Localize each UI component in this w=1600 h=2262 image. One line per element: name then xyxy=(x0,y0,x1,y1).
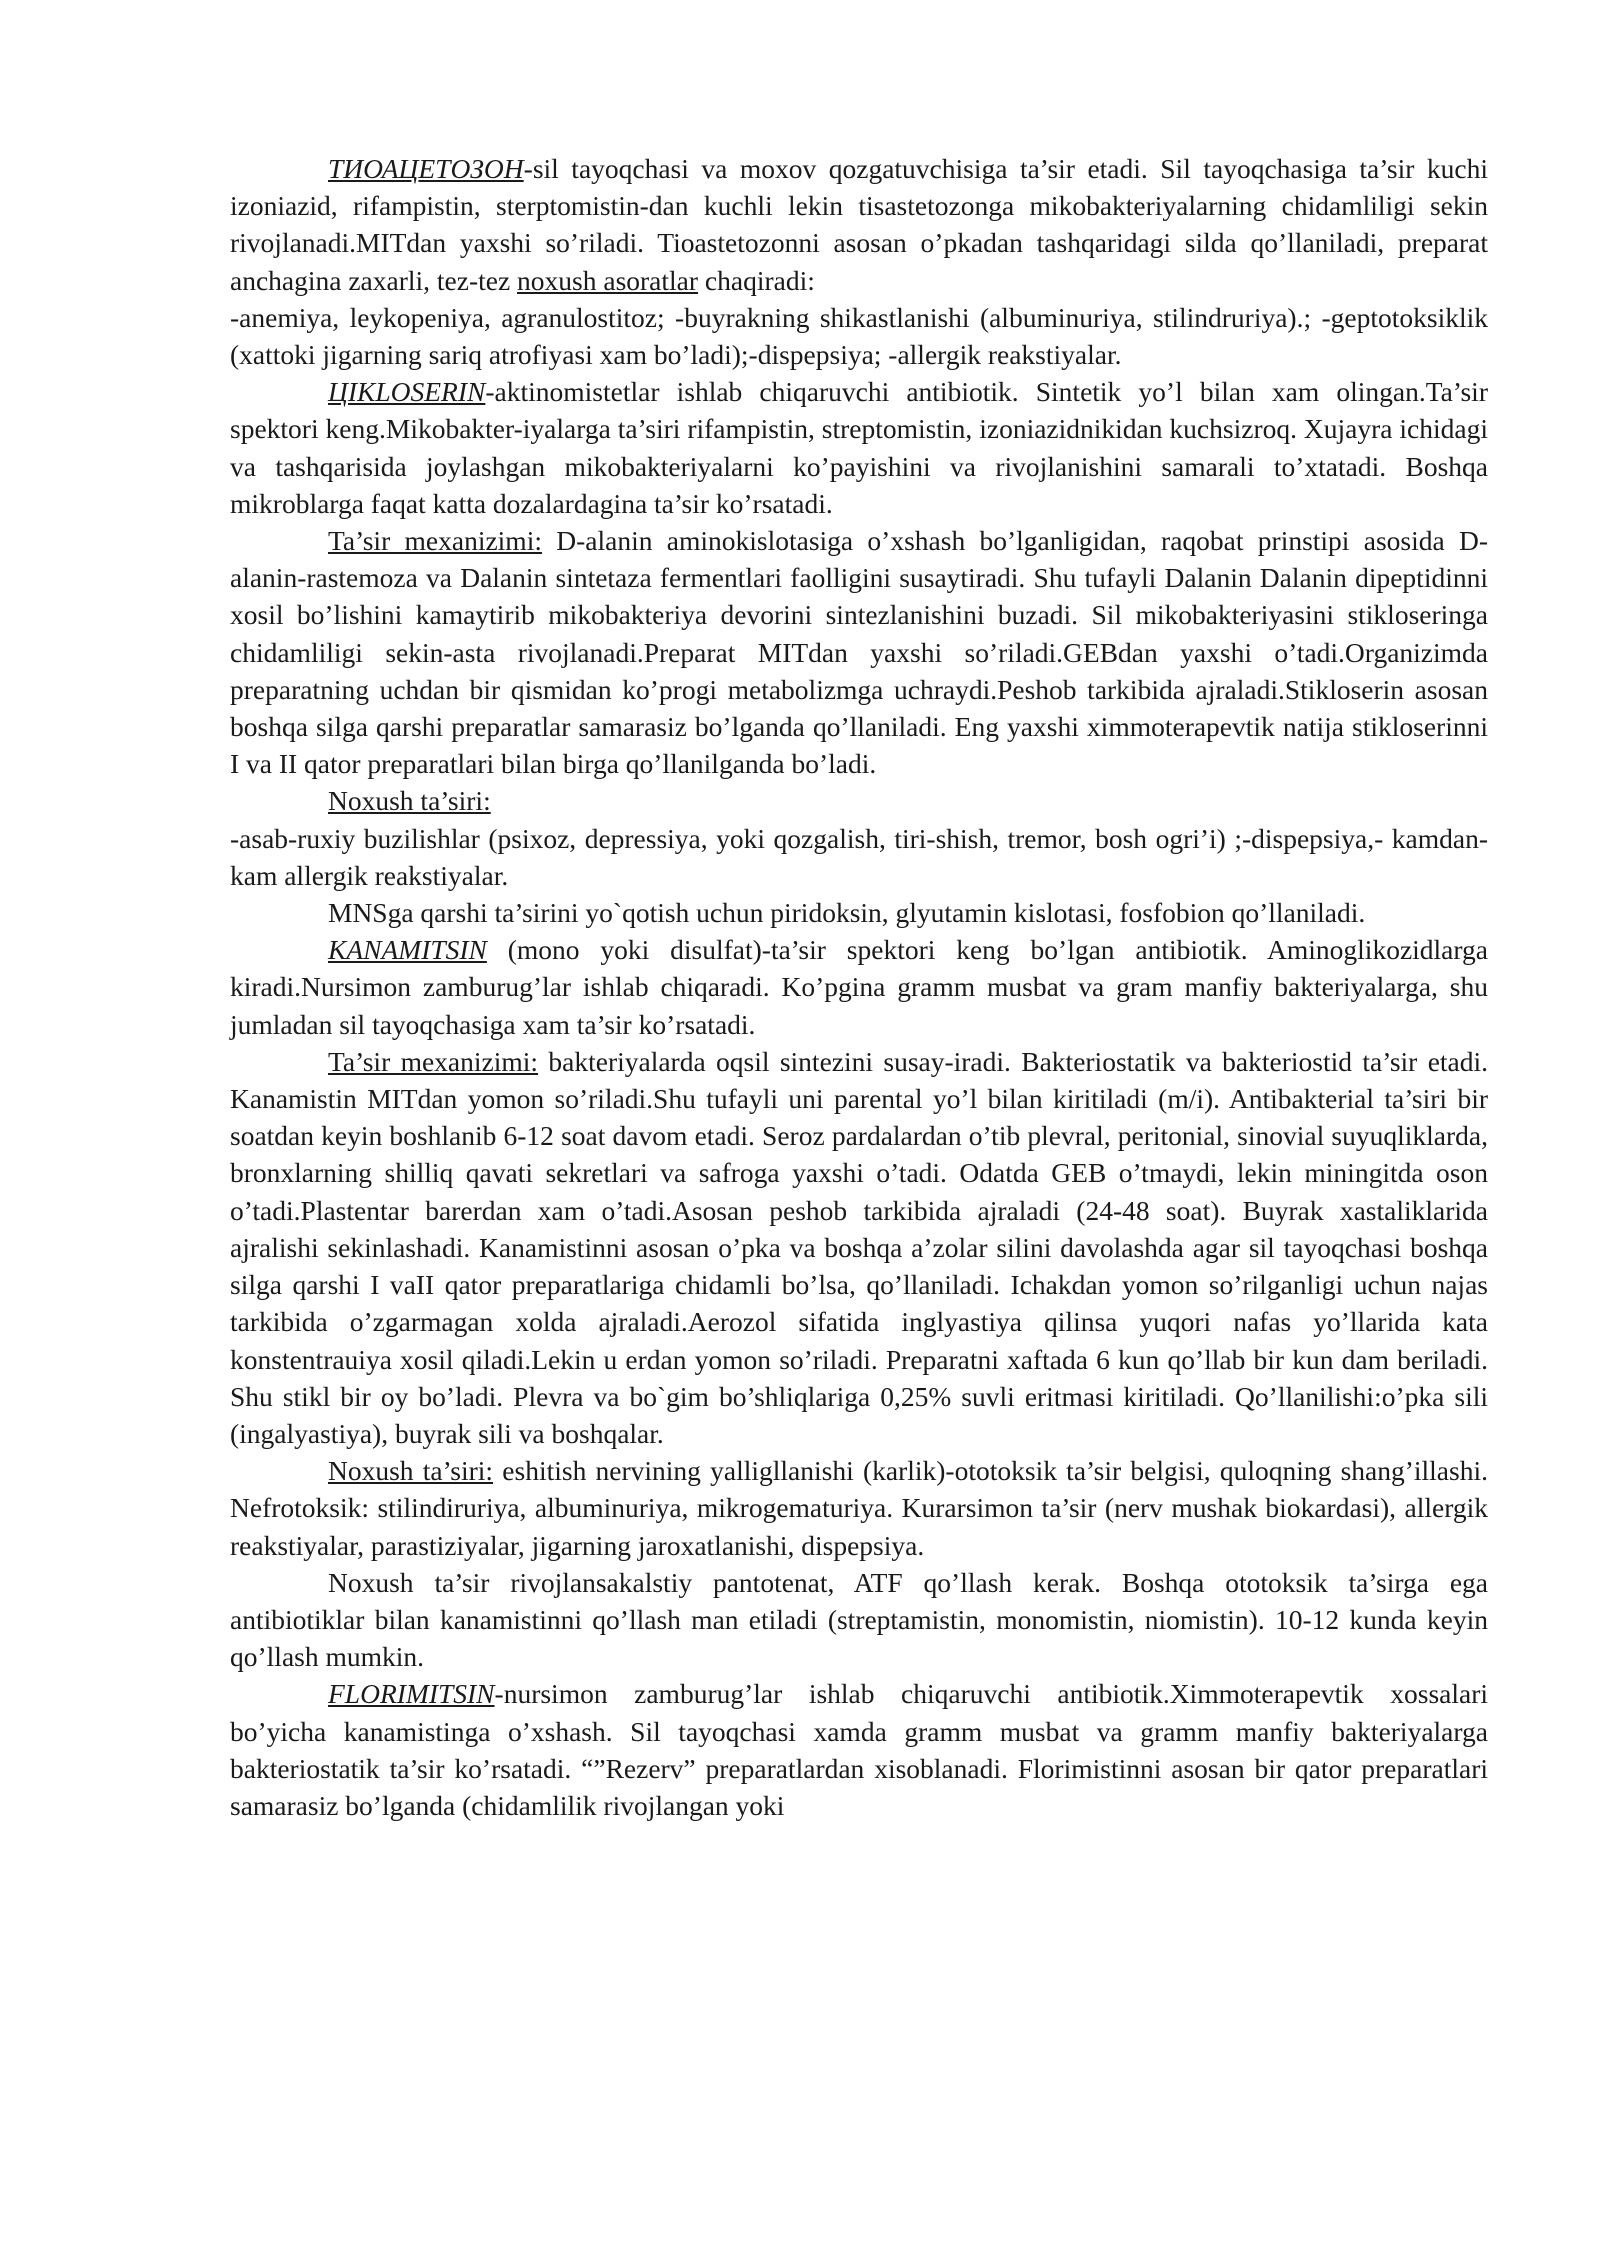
paragraph xyxy=(230,820,1488,894)
paragraph-text: (mono yoki disulfat)-ta’sir spektori keng bo’lgan antibiotik. Aminoglikozidlarga kiradi.Nursimon zamburug’lar ishlab chiqaradi. Ko’pgina gramm musbat va gram manfiy bakteriyalarga, shu jumladan sil tayoqchasiga xam ta’sir ko’rsatadi. xyxy=(230,934,1488,1040)
paragraph xyxy=(230,1043,1488,1452)
paragraph-text: -anemiya, leykopeniya, agranulostitoz; -buyrakning shikastlanishi (albuminuriya, stilindruriya).; -geptotoksiklik (xattoki jigarning sariq atrofiyasi xam bo’ladi);-dispepsiya; -allergik reakstiyalar. xyxy=(230,301,1488,371)
drug-name-heading: ЦIKLOSERIN xyxy=(328,376,486,408)
paragraph xyxy=(230,373,1488,522)
paragraph-text: -asab-ruxiy buzilishlar (psixoz, depressiya, yoki qozgalish, tiri-shish, tremor, bosh ogri’i) ;-dispepsiya,- kamdan-kam allergik reakstiyalar. xyxy=(230,822,1488,891)
paragraph xyxy=(230,931,1488,1043)
paragraph-text: eshitish nervining yalligllanishi (karlik)-ototoksik ta’sir belgisi, quloqning shang’illashi. Nefrotoksik: stilindiruriya, albuminuriya, mikrogematuriya. Kurarsimon ta’sir (nerv mushak biokardasi), allergik reakstiyalar, parastiziyalar, jigarning jaroxatlanishi, dispepsiya. xyxy=(230,1455,1488,1561)
section-label: Noxush ta’siri: xyxy=(328,1455,494,1487)
section-label: Ta’sir mexanizimi: xyxy=(328,1045,539,1077)
paragraph xyxy=(230,299,1488,373)
drug-name-heading: FLORIMITSIN xyxy=(328,1678,495,1710)
paragraph-text: Noxush ta’sir rivojlansakalstiy pantotenat, ATF qo’llash kerak. Boshqa ototoksik ta’sirga ega antibiotiklar bilan kanamistinni qo’llash man etiladi (streptamistin, monomistin, niomistin). 10-12 kunda keyin qo’llash mumkin. xyxy=(230,1566,1488,1673)
paragraph-text: -aktinomistetlar ishlab chiqaruvchi antibiotik. Sintetik yo’l bilan xam olingan.Ta’sir spektori keng.Mikobakter-iyalarga ta’siri rifampistin, streptomistin, izoniazidnikidan kuchsizroq. Xujayra ichidagi va tashqarisida joylashgan mikobakteriyalarni ko’payishini va rivojlanishini samarali to’xtatadi. Boshqa mikroblarga faqat katta dozalardagina ta’sir ko’rsatadi. xyxy=(230,376,1488,519)
paragraph-text: -sil tayoqchasi va moxov qozgatuvchisiga ta’sir etadi. Sil tayoqchasiga ta’sir kuchi izoniazid, rifampistin, sterptomistin-dan kuchli lekin tisastetozonga mikobakteriyalarning chidamliligi sekin rivojlanadi.MITdan yaxshi so’riladi. Tioastetozonni asosan o’pkadan tashqaridagi silda qo’llaniladi, preparat anchagina zaxarli, tez-tez xyxy=(230,153,1488,296)
paragraph xyxy=(230,782,1488,819)
section-label: Noxush ta’siri: xyxy=(328,785,491,817)
paragraph-text: -nursimon zamburug’lar ishlab chiqaruvchi antibiotik.Ximmoterapevtik xossalari bo’yicha kanamistinga o’xshash. Sil tayoqchasi xamda gramm musbat va gramm manfiy bakteriyalarga bakteriostatik ta’sir ko’rsatadi. “”Rezerv” preparatlardan xisoblanadi. Florimistinni asosan bir qator preparatlari samarasiz bo’lganda (chidamlilik rivojlangan yoki xyxy=(230,1678,1488,1821)
paragraph xyxy=(230,150,1488,299)
paragraph xyxy=(230,1452,1488,1564)
section-label: Ta’sir mexanizimi: xyxy=(328,525,542,557)
paragraph-text: MNSga qarshi ta’sirini yo`qotish uchun piridoksin, glyutamin kislotasi, fosfobion qo’llaniladi. xyxy=(328,897,1366,929)
paragraph xyxy=(230,1675,1488,1824)
paragraph xyxy=(230,894,1488,931)
paragraph-text: bakteriyalarda oqsil sintezini susay-iradi. Bakteriostatik va bakteriostid ta’sir etadi. Kanamistin MITdan yomon so’riladi.Shu tufayli uni parental yo’l bilan kiritiladi (m/i). Antibakterial ta’siri bir soatdan keyin boshlanib 6-12 soat davom etadi. Seroz pardalardan o’tib plevral, peritonial, sinovial suyuqliklarda, bronxlarning shilliq qavati sekretlari va safroga yaxshi o’tadi. Odatda GEB o’tmaydi, lekin miningitda oson o’tadi.Plastentar barerdan xam o’tadi.Asosan peshob tarkibida ajraladi (24-48 soat). Buyrak xastaliklarida ajralishi sekinlashadi. Kanamistinni asosan o’pka va boshqa a’zolar silini davolashda agar sil tayoqchasi boshqa silga qarshi I vaII qator preparatlariga chidamli bo’lsa, qo’llaniladi. Ichakdan yomon so’rilganligi uchun najas tarkibida o’zgarmagan xolda ajraladi.Aerozol sifatida inglyastiya qilinsa yuqori nafas yo’llarida kata konstentrauiya xosil qiladi.Lekin u erdan yomon so’riladi. Preparatni xaftada 6 kun qo’llab bir kun dam beriladi. Shu stikl bir oy bo’ladi. Plevra va bo`gim bo’shliqlariga 0,25% suvli eritmasi kiritiladi. Qo’llanilishi:o’pka sili (ingalyastiya), buyrak sili va boshqalar. xyxy=(230,1045,1489,1449)
drug-name-heading: KANAMITSIN xyxy=(328,934,487,966)
paragraph xyxy=(230,522,1488,782)
paragraph-text: D-alanin aminokislotasiga o’xshash bo’lganligidan, raqobat prinstipi asosida D-alanin-rastemoza va Dalanin sintetaza fermentlari faolligini susaytiradi. Shu tufayli Dalanin Dalanin dipeptidinni xosil bo’lishini kamaytirib mikobakteriya devorini sintezlanishini buzadi. Sil mikobakteriyasini stikloseringa chidamliligi sekin-asta rivojlanadi.Preparat MITdan yaxshi so’riladi.GEBdan yaxshi o’tadi.Organizimda preparatning uchdan bir qismidan ko’progi metabolizmga uchraydi.Peshob tarkibida ajraladi.Stikloserin asosan boshqa silga qarshi preparatlar samarasiz bo’lganda qo’llaniladi. Eng yaxshi ximmoterapevtik natija stikloserinni I va II qator preparatlari bilan birga qo’llanilganda bo’ladi. xyxy=(230,525,1489,780)
document-page xyxy=(230,150,1488,1824)
section-label: noxush asoratlar xyxy=(517,264,699,296)
paragraph-text: chaqiradi: xyxy=(698,264,815,296)
paragraph xyxy=(230,1564,1488,1676)
drug-name-heading: ТИОАЦЕТОЗОН xyxy=(328,153,524,184)
